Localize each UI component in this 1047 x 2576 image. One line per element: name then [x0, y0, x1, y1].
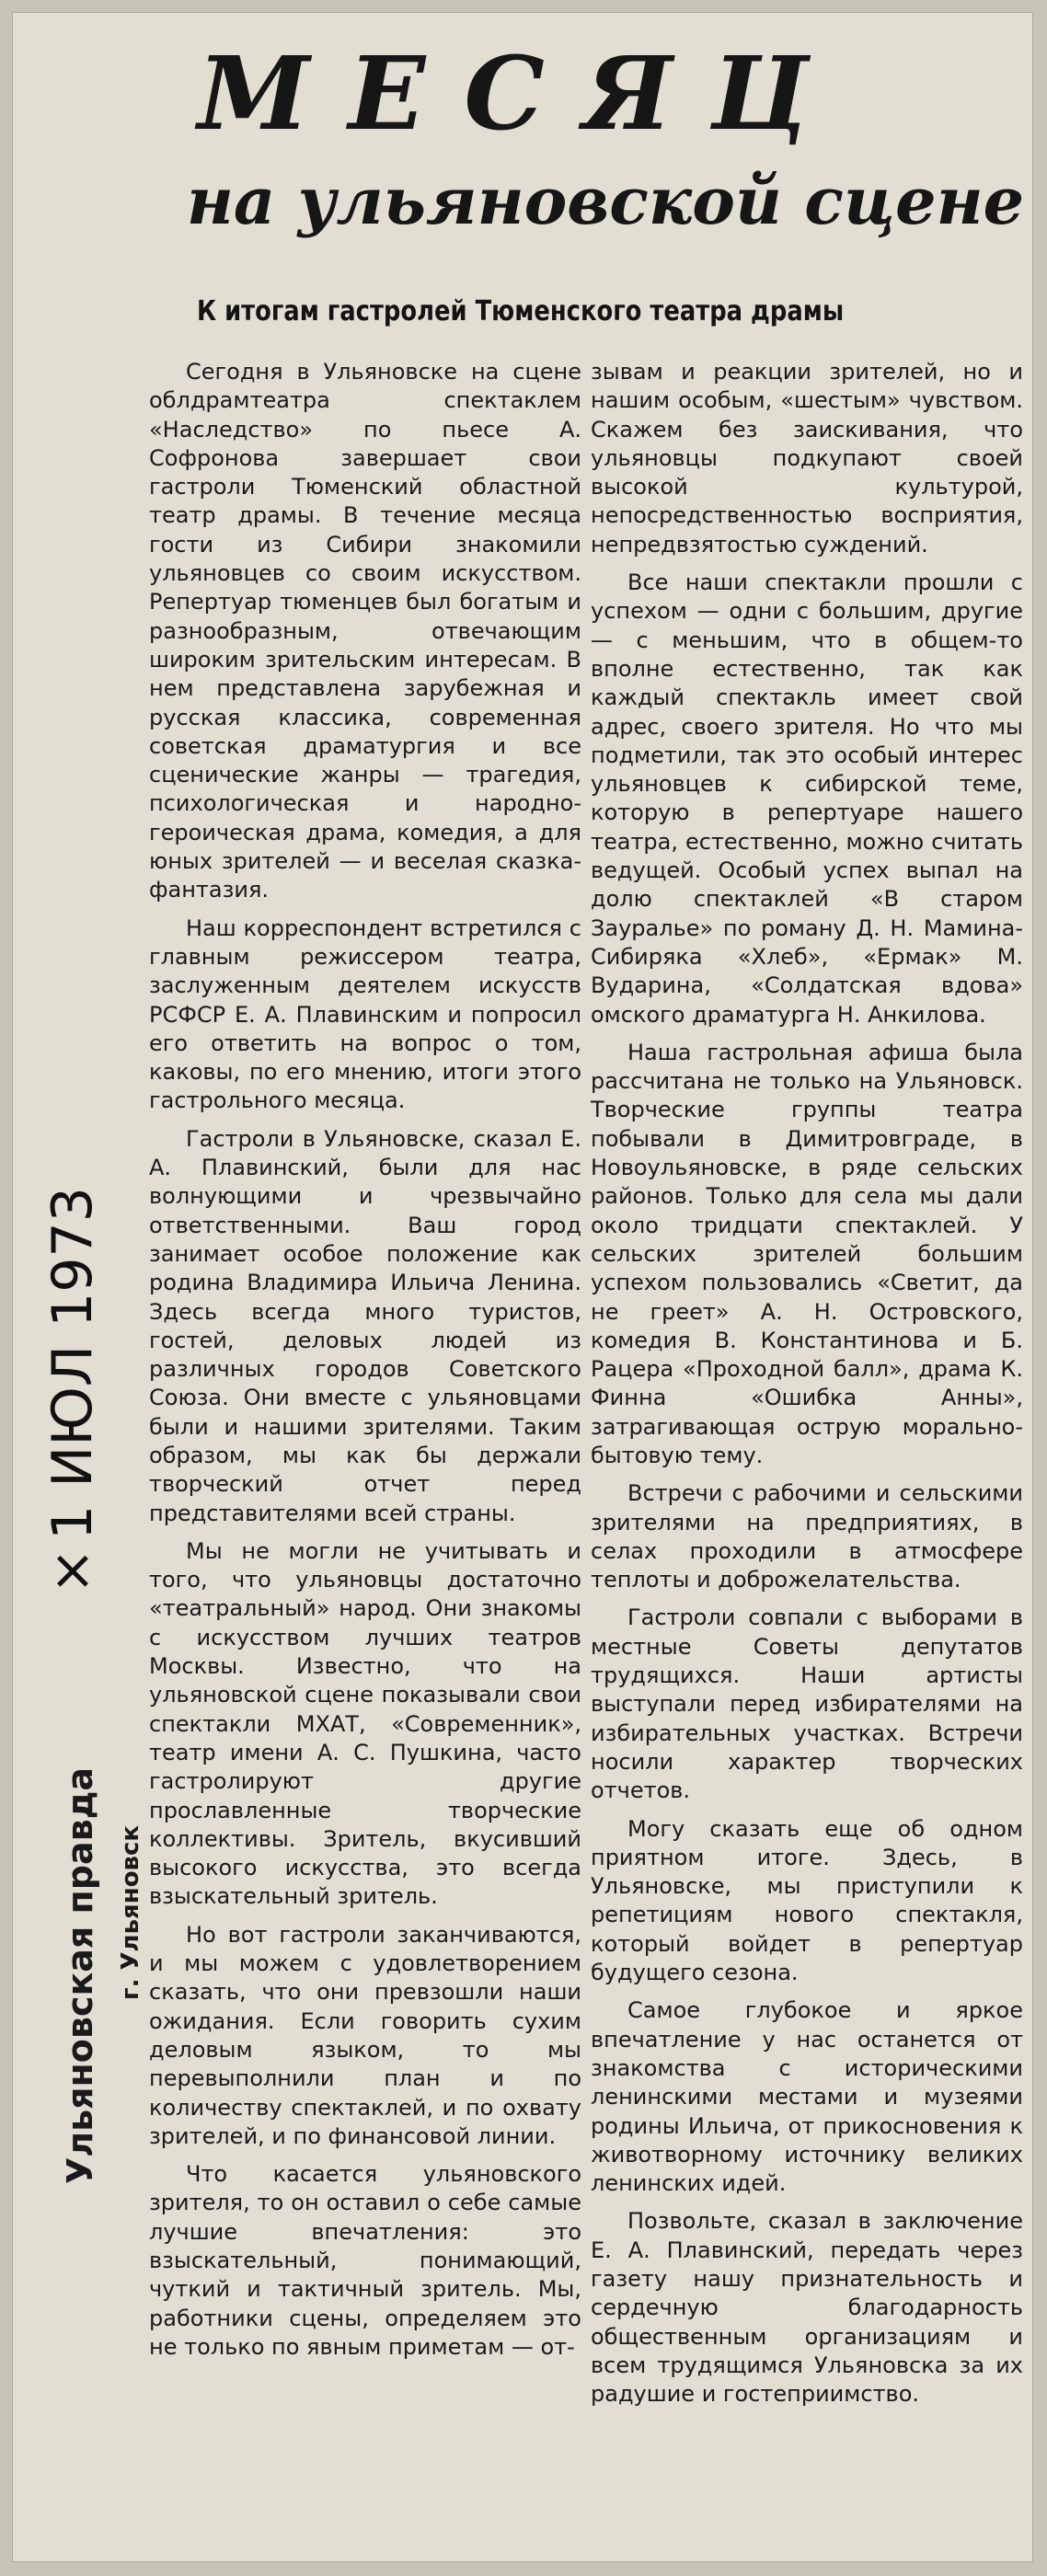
- article-column-right: [591, 358, 1023, 2557]
- source-label: Ульяновская правда: [60, 1766, 100, 2184]
- kicker: К итогам гастролей Тюменского театра драмы: [197, 295, 845, 328]
- paragraph: Могу сказать еще об одном приятном итоге. Здесь, в Ульяновске, мы приступили к репетициям нового спектакля, который войдет в репертуар будущего сезона.: [591, 1815, 1023, 1986]
- date-stamp: ×1 ИЮЛ 1973: [40, 1187, 105, 1604]
- paragraph: Что касается ульяновского зрителя, то он оставил о себе самые лучшие впечатления: это взыскательный, понимающий, чуткий и тактичный зритель. Мы, работники сцены, определяем это не только по явным приметам — от-: [149, 2161, 581, 2360]
- source-city-label: г. Ульяновск: [117, 1824, 144, 2000]
- article-column-left: [149, 358, 581, 2557]
- paragraph: зывам и реакции зрителей, но и нашим особым, «шестым» чувством. Скажем без заискивания, что ульяновцы подкупают своей высокой культурой, непосредственностью восприятия, непредвзятостью суждений.: [591, 359, 1023, 558]
- subheadline: на ульяновской сцене: [186, 163, 1025, 239]
- newspaper-clipping: [13, 13, 1032, 2561]
- paragraph: Наш корреспондент встретился с главным режиссером театра, заслуженным деятелем искусств РСФСР Е. А. Плавинским и попросил его ответить на вопрос о том, каковы, по его мнению, итоги этого гастрольного месяца.: [149, 914, 581, 1114]
- paragraph: Все наши спектакли прошли с успехом — одни с большим, другие — с меньшим, что в общем-то вполне естественно, так как каждый спектакль имеет свой адрес, своего зрителя. Но что мы подметили, так это особый интерес ульяновцев к сибирской теме, которую в репертуаре нашего театра, естественно, можно считать ведущей. Особый успех выпал на долю спектаклей «В старом Зауралье» по роману Д. Н. Мамина-Сибиряка «Хлеб», «Ермак» М. Вударина, «Солдатская вдова» омского драматурга Н. Анкилова.: [591, 569, 1023, 1028]
- paragraph: Встречи с рабочими и сельскими зрителями на предприятиях, в селах проходили в атмосфере теплоты и доброжелательства.: [591, 1480, 1023, 1593]
- paragraph: Самое глубокое и яркое впечатление у нас останется от знакомства с историческими ленинскими местами и музеями родины Ильича, от прикосновения к животворному источнику великих ленинских идей.: [591, 1997, 1023, 2197]
- headline: МЕСЯЦ: [197, 34, 848, 153]
- paragraph: Мы не могли не учитывать и того, что ульяновцы достаточно «театральный» народ. Они знакомы с искусством лучших театров Москвы. Известно, что на ульяновской сцене показывали свои спектакли МХАТ, «Современник», театр имени А. С. Пушкина, часто гастролируют другие прославленные творческие коллективы. Зритель, вкусивший высокого искусства, это всегда взыскательный зритель.: [149, 1537, 581, 1910]
- paragraph: Но вот гастроли заканчиваются, и мы можем с удовлетворением сказать, что они превзошли наши ожидания. Если говорить сухим деловым языком, то мы перевыполнили план и по количеству спектаклей, и по охвату зрителей, и по финансовой линии.: [149, 1921, 581, 2149]
- paragraph: Наша гастрольная афиша была рассчитана не только на Ульяновск. Творческие группы театра побывали в Димитровграде, в Новоульяновске, в ряде сельских районов. Только для села мы дали около тридцати спектаклей. У сельских зрителей большим успехом пользовались «Светит, да не греет» А. Н. Островского, комедия В. Константинова и Б. Рацера «Проходной балл», драма К. Финна «Ошибка Анны», затрагивающая острую морально-бытовую тему.: [591, 1039, 1023, 1468]
- paragraph: Гастроли в Ульяновске, сказал Е. А. Плавинский, были для нас волнующими и чрезвычайно ответственными. Ваш город занимает особое положение как родина Владимира Ильича Ленина. Здесь всегда много туристов, гостей, деловых людей из различных городов Советского Союза. Они вместе с ульяновцами были и нашими зрителями. Таким образом, мы как бы держали творческий отчет перед представителями всей страны.: [149, 1125, 581, 1526]
- paragraph: Сегодня в Ульяновске на сцене облдрамтеатра спектаклем «Наследство» по пьесе А. Софронова завершает свои гастроли Тюменский областной театр драмы. В течение месяца гости из Сибири знакомили ульяновцев со своим искусством. Репертуар тюменцев был богатым и разнообразным, отвечающим широким зрительским интересам. В нем представлена зарубежная и русская классика, современная советская драматургия и все сценические жанры — трагедия, психологическая и народно-героическая драма, комедия, а для юных зрителей — и веселая сказка-фантазия.: [149, 359, 581, 903]
- paragraph: Позвольте, сказал в заключение Е. А. Плавинский, передать через газету нашу признательность и сердечную благодарность общественным организациям и всем трудящимся Ульяновска за их радушие и гостеприимство.: [591, 2208, 1023, 2408]
- paragraph: Гастроли совпали с выборами в местные Советы депутатов трудящихся. Наши артисты выступали перед избирателями на избирательных участках. Встречи носили характер творческих отчетов.: [591, 1604, 1023, 1804]
